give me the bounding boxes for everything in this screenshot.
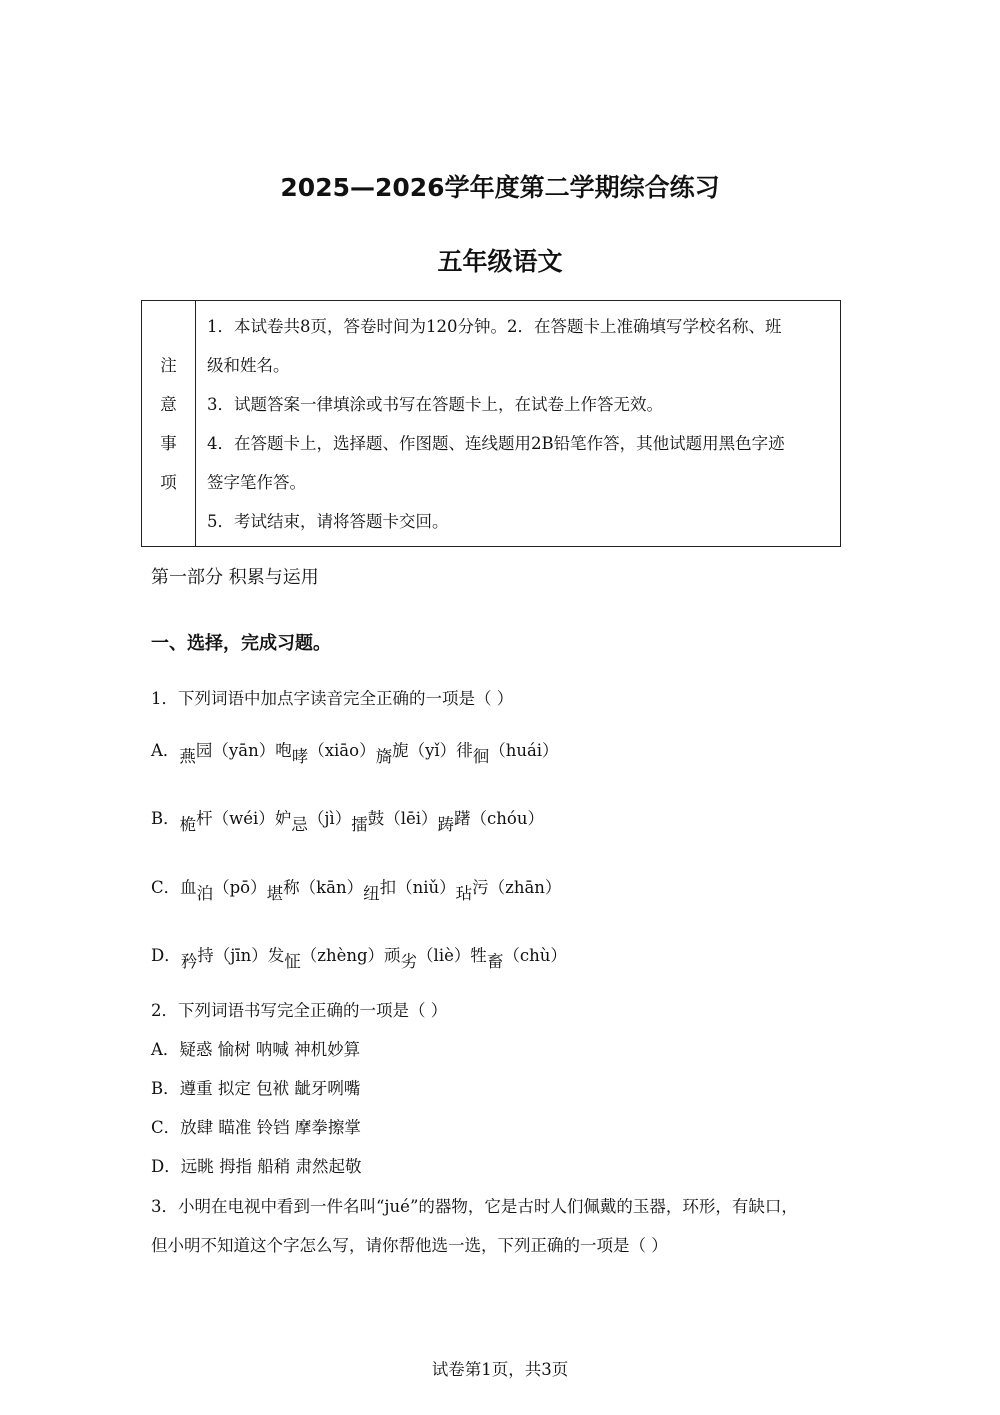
dotted-char: 纽 [363, 884, 380, 903]
option-word [181, 946, 214, 971]
question-1-stem: 1．下列词语中加点字读音完全正确的一项是（ ） [151, 689, 514, 708]
option-pinyin: （kān） [299, 878, 364, 897]
plain-char: 顽 [384, 946, 401, 965]
option-word [267, 878, 300, 903]
option-pinyin: （lēi） [384, 809, 438, 828]
dotted-char: 劣 [400, 952, 418, 971]
plain-char: 污 [472, 878, 489, 897]
plain-char: 牲 [470, 946, 487, 965]
option-word [470, 946, 503, 971]
dotted-char: 旖 [375, 747, 393, 766]
section-title: 第一部分 积累与运用 [151, 567, 319, 588]
notice-label-char: 事 [160, 433, 177, 453]
option-pinyin: （niǔ） [396, 878, 456, 897]
question-2-option: C．放肆 瞄准 铃铛 摩拳擦掌 [151, 1118, 361, 1137]
option-pinyin: （chù） [503, 946, 567, 965]
notice-label-char: 项 [160, 472, 177, 492]
question-1-option-c [151, 874, 562, 903]
notice-body [196, 301, 841, 547]
dotted-char: 桅 [179, 815, 197, 834]
question-1-option-d [151, 942, 567, 971]
notice-line: 级和姓名。 [207, 356, 290, 375]
question-3-stem-line: 但小明不知道这个字怎么写，请你帮他选一选，下列正确的一项是（ ） [151, 1236, 668, 1255]
plain-char: 血 [180, 878, 197, 897]
dotted-char: 怔 [284, 952, 301, 971]
option-word [180, 878, 213, 903]
option-word [363, 878, 396, 903]
notice-line: 3．试题答案一律填涂或书写在答题卡上，在试卷上作答无效。 [207, 395, 663, 414]
notice-line: 签字笔作答。 [207, 473, 306, 492]
notice-label [142, 301, 196, 547]
notice-label-char: 注 [160, 355, 177, 375]
dotted-char: 踌 [437, 815, 455, 834]
question-2-stem: 2．下列词语书写完全正确的一项是（ ） [151, 1001, 448, 1020]
option-word [456, 741, 489, 766]
notice-line: 5．考试结束，请将答题卡交回。 [207, 512, 449, 531]
page-footer: 试卷第1页，共3页 [431, 1360, 569, 1379]
question-2-option: B．遵重 拟定 包袱 龇牙咧嘴 [151, 1079, 361, 1098]
plain-char: 躇 [454, 809, 471, 828]
option-prefix: A． [151, 741, 180, 760]
dotted-char: 徊 [472, 747, 490, 766]
option-pinyin: （liè） [417, 946, 471, 965]
option-pinyin: （zhèng） [300, 946, 385, 965]
notice-box [141, 300, 841, 547]
question-3-stem-line: 3．小明在电视中看到一件名叫“jué”的器物，它是古时人们佩戴的玉器，环形，有缺口， [151, 1197, 798, 1216]
notice-line: 1．本试卷共8页，答卷时间为120分钟。2．在答题卡上准确填写学校名称、班 [207, 317, 782, 336]
option-word [376, 741, 409, 766]
part-heading: 一、选择，完成习题。 [151, 633, 331, 654]
question-1-option-b [151, 805, 544, 834]
dotted-char: 玷 [455, 884, 473, 903]
option-word [179, 741, 212, 766]
question-2-option: D．远眺 拇指 船稍 肃然起敬 [151, 1157, 362, 1176]
plain-char: 徘 [456, 741, 473, 760]
option-prefix: C． [151, 878, 181, 897]
dotted-char: 忌 [291, 815, 308, 834]
plain-char: 扣 [379, 878, 397, 897]
dotted-char: 堪 [266, 884, 284, 903]
plain-char: 发 [267, 946, 285, 965]
option-word [351, 809, 384, 834]
option-pinyin: （huái） [489, 741, 559, 760]
notice-line: 4．在答题卡上，选择题、作图题、连线题用2B铅笔作答，其他试题用黑色字迹 [207, 434, 785, 453]
plain-char: 咆 [275, 741, 292, 760]
option-pinyin: （chóu） [470, 809, 544, 828]
exam-title: 2025—2026学年度第二学期综合练习 [280, 173, 720, 202]
option-prefix: B． [151, 809, 180, 828]
option-pinyin: （pō） [213, 878, 267, 897]
dotted-char: 燕 [179, 747, 196, 766]
plain-char: 称 [283, 878, 300, 897]
plain-char: 园 [195, 741, 213, 760]
option-pinyin: （zhān） [488, 878, 562, 897]
option-word [456, 878, 489, 903]
option-pinyin: （yǐ） [408, 741, 457, 760]
dotted-char: 矜 [180, 952, 198, 971]
dotted-char: 畜 [486, 952, 504, 971]
plain-char: 持 [197, 946, 214, 965]
question-2-option: A．疑惑 愉树 呐喊 神机妙算 [151, 1040, 361, 1059]
option-word [180, 809, 213, 834]
option-word [275, 741, 308, 766]
option-prefix: D． [151, 946, 181, 965]
option-pinyin: （wéi） [212, 809, 275, 828]
option-pinyin: （xiāo） [308, 741, 376, 760]
option-word [438, 809, 471, 834]
question-1-option-a [151, 737, 559, 766]
option-pinyin: （yān） [212, 741, 276, 760]
dotted-char: 擂 [351, 815, 368, 834]
option-word [384, 946, 417, 971]
option-pinyin: （jì） [307, 809, 352, 828]
notice-label-char: 意 [160, 394, 177, 414]
option-word [268, 946, 301, 971]
option-pinyin: （jīn） [213, 946, 268, 965]
plain-char: 旎 [392, 741, 409, 760]
dotted-char: 泊 [196, 884, 214, 903]
plain-char: 妒 [274, 809, 292, 828]
exam-subject: 五年级语文 [437, 247, 563, 276]
plain-char: 鼓 [367, 809, 385, 828]
dotted-char: 哮 [291, 747, 309, 766]
plain-char: 杆 [196, 809, 213, 828]
option-word [275, 809, 308, 834]
